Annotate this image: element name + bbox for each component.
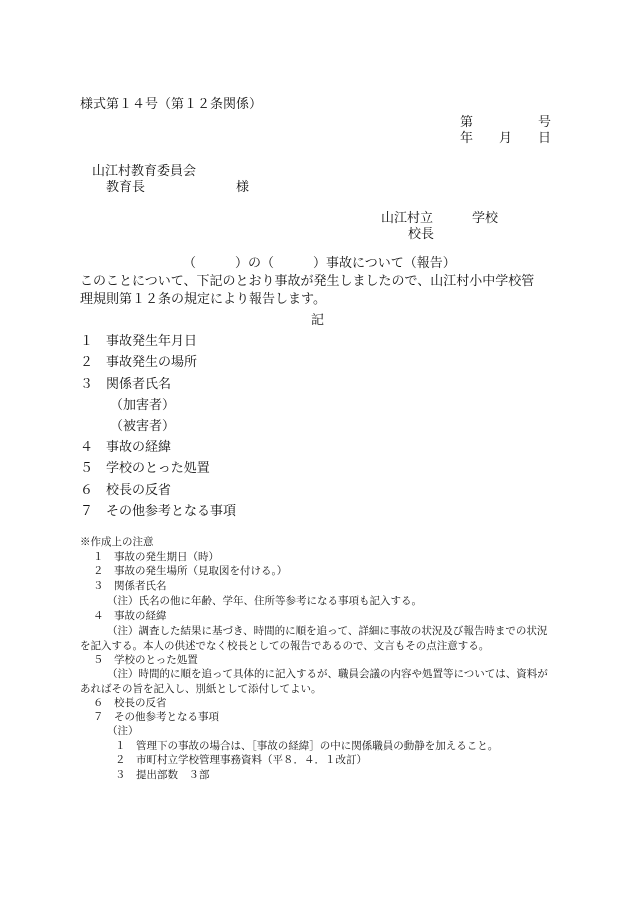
notes-title: ※作成上の注意 xyxy=(80,536,154,548)
item-7: ７ その他参考となる事項 xyxy=(80,504,237,519)
subject-line: （ ）の（ ）事故について（報告） xyxy=(183,256,456,271)
note-4: ４ 事故の経緯 xyxy=(93,610,167,622)
item-6: ６ 校長の反省 xyxy=(80,483,172,498)
note-7-sub-1: １ 管理下の事故の場合は、［事故の経緯］の中に関係職員の動静を加えること。 xyxy=(115,740,499,752)
document-number-label: 第 号 xyxy=(460,115,552,130)
item-3: ３ 関係者氏名 xyxy=(80,377,172,392)
item-3-victim: （被害者） xyxy=(110,419,176,434)
note-6: ６ 校長の反省 xyxy=(93,697,167,709)
body-text-line-2: 理規則第１２条の規定により報告します。 xyxy=(80,292,326,307)
note-2: ２ 事故の発生場所（見取図を付ける。） xyxy=(93,565,288,577)
addressee-title: 教育長 様 xyxy=(106,180,250,195)
sender-school: 山江村立 学校 xyxy=(381,211,499,226)
document-date-label: 年 月 日 xyxy=(460,131,552,146)
note-7-sub-3: ３ 提出部数 ３部 xyxy=(115,769,210,781)
form-number: 様式第１４号（第１２条関係） xyxy=(80,97,263,112)
note-3: ３ 関係者氏名 xyxy=(93,580,167,592)
note-4-detail: （注）調査した結果に基づき、時間的に順を追って、詳細に事故の状況及び報告時までの状況を記入する。本人の供述でなく校長としての報告であるので、文言もその点注意する。 xyxy=(80,625,548,652)
item-3-perpetrator: （加害者） xyxy=(110,398,176,413)
note-5-detail: （注）時間的に順を追って具体的に記入するが、職員会議の内容や処置等については、資料があればその旨を記入し、別紙として添付してよい。 xyxy=(80,668,548,695)
note-7-label: （注） xyxy=(107,725,139,737)
ki-heading: 記 xyxy=(311,313,325,328)
note-1: １ 事故の発生期日（時） xyxy=(93,551,219,563)
item-5: ５ 学校のとった処置 xyxy=(80,461,210,476)
item-2: ２ 事故発生の場所 xyxy=(80,355,198,370)
sender-principal: 校長 xyxy=(408,227,435,242)
item-1: １ 事故発生年月日 xyxy=(80,334,198,349)
note-7: ７ その他参考となる事項 xyxy=(93,711,219,723)
note-7-sub-2: ２ 市町村立学校管理事務資料（平８．４．１改訂） xyxy=(115,754,367,766)
note-3-detail: （注）氏名の他に年齢、学年、住所等参考になる事項も記入する。 xyxy=(107,595,422,607)
body-text-line-1: このことについて、下記のとおり事故が発生しましたので、山江村小中学校管 xyxy=(80,274,535,289)
item-4: ４ 事故の経緯 xyxy=(80,440,172,455)
addressee-organization: 山江村教育委員会 xyxy=(92,164,197,179)
note-5: ５ 学校のとった処置 xyxy=(93,654,198,666)
